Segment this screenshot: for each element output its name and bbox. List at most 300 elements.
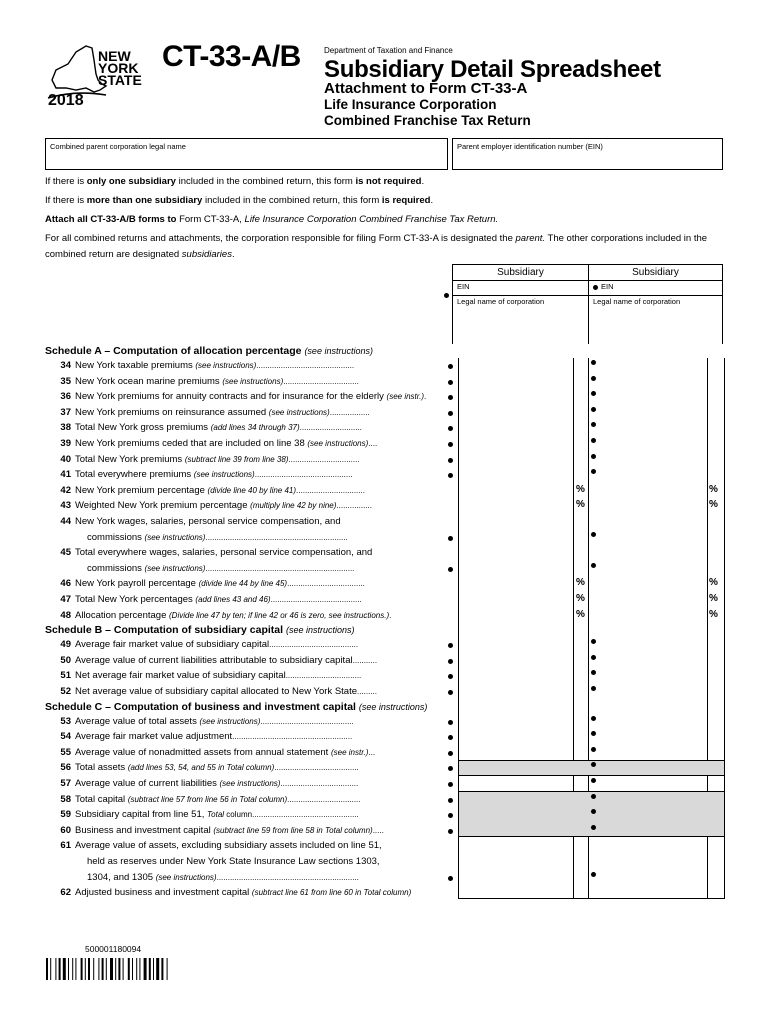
- name-label: Legal name of corporation: [457, 297, 545, 306]
- line-53: [45, 714, 354, 729]
- required-dot: [448, 876, 453, 881]
- amount-field-subsidiary-1[interactable]: [458, 608, 572, 623]
- line-note: (see instructions): [144, 563, 206, 573]
- leader-dots: column................................................: [224, 810, 359, 820]
- line-number: 58: [60, 793, 71, 805]
- amount-field-subsidiary-1[interactable]: [458, 870, 572, 885]
- amount-field-subsidiary-1[interactable]: [458, 374, 572, 389]
- line-note: (see instructions): [222, 376, 284, 386]
- required-dot: [448, 426, 453, 431]
- line-number: 38: [60, 422, 71, 434]
- line-cont: [45, 870, 359, 885]
- line-text: New York wages, salaries, personal service compensation, and: [75, 516, 341, 527]
- intro-text: .: [421, 176, 425, 187]
- barcode-bar: [115, 958, 116, 980]
- line-55: [45, 745, 375, 760]
- amount-field-subsidiary-1[interactable]: [458, 436, 572, 451]
- line-text: Net average value of subsidiary capital allocated to New York State: [75, 686, 357, 697]
- line-note: (add lines 34 through 37): [210, 423, 300, 433]
- line-text: commissions: [87, 562, 142, 574]
- subsidiary-ein-field-2[interactable]: [589, 281, 722, 296]
- percent-sign: %: [709, 577, 718, 589]
- amount-field-subsidiary-1[interactable]: [458, 561, 572, 576]
- line-text: Weighted New York premium percentage: [75, 500, 248, 512]
- barcode-bar: [118, 958, 120, 980]
- intro-text: .: [231, 249, 235, 260]
- line-text: Total New York percentages: [75, 594, 193, 605]
- line-note: (subtract line 59 from line 58 in Total column): [213, 825, 373, 835]
- line-52: [45, 684, 377, 699]
- barcode-bar: [132, 958, 133, 980]
- barcode-number: 500001180094: [85, 944, 142, 954]
- leader-dots: .........: [357, 687, 378, 696]
- line-number: 44: [60, 516, 71, 527]
- form-subtitle-2: Life Insurance Corporation: [324, 97, 497, 112]
- line-text: Total New York premiums: [75, 453, 183, 465]
- line-text: Average fair market value adjustment: [75, 731, 233, 743]
- amount-field-subsidiary-2[interactable]: [589, 452, 707, 467]
- amount-field-subsidiary-2[interactable]: [589, 870, 707, 885]
- barcode-icon: [46, 958, 196, 985]
- leader-dots: ......................................................: [232, 732, 353, 742]
- amount-field-subsidiary-1[interactable]: [458, 807, 572, 822]
- form-subtitle-1: Attachment to Form CT-33-A: [324, 80, 528, 97]
- line-note: (see instructions): [195, 361, 257, 370]
- line-note: (subtract line 39 from line 38): [184, 454, 289, 464]
- line-number: 59: [60, 809, 71, 821]
- leader-dots: ..................................: [285, 671, 362, 681]
- grid-line: [458, 898, 725, 899]
- parent-name-field[interactable]: [45, 138, 448, 170]
- line-note: (see instructions): [268, 407, 330, 417]
- intro-text: only one subsidiary: [86, 176, 176, 187]
- amount-field-subsidiary-1[interactable]: [458, 592, 572, 607]
- line-note: (see instructions): [193, 470, 255, 480]
- amount-field-subsidiary-2[interactable]: [589, 436, 707, 451]
- barcode-bar: [161, 958, 163, 980]
- amount-field-subsidiary-2[interactable]: [589, 483, 707, 498]
- amount-field-subsidiary-1[interactable]: [458, 420, 572, 435]
- leader-dots: ................................................................: [216, 872, 359, 882]
- amount-field-subsidiary-1[interactable]: [458, 405, 572, 420]
- nys-logo: [46, 40, 158, 112]
- leader-dots: ...............................: [296, 485, 365, 495]
- line-text: held as reserves under New York State Insurance Law sections 1303,: [87, 856, 380, 867]
- line-note: (see instructions): [199, 716, 261, 726]
- line-text: Allocation percentage: [75, 609, 167, 621]
- amount-field-subsidiary-1[interactable]: [458, 823, 572, 838]
- required-dot: [448, 380, 453, 385]
- line-40: [45, 452, 360, 467]
- line-text: New York premiums for annuity contracts and for insurance for the elderly: [75, 391, 384, 403]
- percent-sign: %: [709, 608, 718, 620]
- line-text: New York taxable premiums: [75, 360, 193, 371]
- intro-text: Form CT-33-A,: [176, 214, 245, 225]
- amount-field-subsidiary-1[interactable]: [458, 389, 572, 404]
- line-note: (subtract line 57 from line 56 in Total column): [127, 794, 288, 804]
- line-35: [45, 374, 359, 389]
- intro-line-4: [45, 231, 725, 263]
- line-number: 42: [60, 484, 71, 496]
- amount-field-subsidiary-2[interactable]: [589, 389, 707, 404]
- amount-field-subsidiary-1[interactable]: [458, 653, 572, 668]
- line-45: [45, 545, 372, 560]
- barcode-bar: [75, 958, 76, 980]
- form-year: 2018: [48, 92, 84, 109]
- barcode-bar: [46, 958, 48, 980]
- line-number: 55: [60, 746, 71, 758]
- line-text: Average value of total assets: [75, 715, 197, 727]
- line-58: [45, 792, 361, 807]
- barcode-bar: [128, 958, 130, 980]
- line-number: 61: [60, 840, 71, 852]
- logo-text-york: YORK: [98, 60, 139, 76]
- leader-dots: ........................................: [269, 640, 359, 650]
- line-note: (see instructions): [144, 532, 206, 542]
- line-text: Average value of current liabilities: [75, 778, 217, 789]
- schedule-title-text: Schedule C – Computation of business and investment capital: [45, 700, 356, 713]
- line-number: 46: [60, 578, 71, 590]
- line-51: [45, 668, 361, 683]
- amount-field-subsidiary-2[interactable]: [589, 745, 707, 760]
- required-dot: [448, 829, 453, 834]
- amount-field-subsidiary-2[interactable]: [589, 561, 707, 576]
- amount-field-subsidiary-2[interactable]: [589, 729, 707, 744]
- percent-sign: %: [576, 577, 585, 589]
- leader-dots: ...................................................................: [205, 563, 355, 573]
- line-text: Average value of assets, excluding subsidiary assets included on line 51,: [75, 840, 382, 852]
- line-57: [45, 776, 358, 791]
- line-note: (add lines 43 and 46): [195, 595, 271, 604]
- schedule_a-title: [45, 344, 373, 358]
- line-note: (Divide line 47 by ten; if line 42 or 46 is zero, see instructions.): [169, 610, 390, 620]
- barcode-bar: [50, 958, 51, 980]
- line-number: 45: [60, 547, 71, 559]
- line-note: (see instructions): [307, 439, 369, 448]
- barcode-bar: [63, 958, 66, 980]
- line-number: 51: [60, 670, 71, 682]
- barcode-bar: [167, 958, 168, 980]
- leader-dots: ............................................: [256, 361, 355, 370]
- amount-field-subsidiary-2[interactable]: [589, 592, 707, 607]
- line-text: Total everywhere wages, salaries, personal service compensation, and: [75, 547, 373, 559]
- intro-line-1: [45, 174, 725, 190]
- line-62: [45, 885, 411, 900]
- required-dot: [448, 364, 453, 369]
- form-subtitle-3: Combined Franchise Tax Return: [324, 113, 531, 128]
- line-61: [45, 838, 382, 853]
- line-number: 53: [60, 715, 71, 727]
- subsidiary-ein-field-1[interactable]: [453, 281, 588, 296]
- amount-field-subsidiary-2[interactable]: [589, 760, 707, 775]
- percent-sign: %: [709, 593, 718, 604]
- amount-field-subsidiary-1[interactable]: [458, 729, 572, 744]
- line-number: 40: [60, 453, 71, 465]
- line-47: [45, 592, 362, 607]
- amount-field-subsidiary-2[interactable]: [589, 653, 707, 668]
- barcode-bar: [55, 958, 56, 980]
- amount-field-subsidiary-2[interactable]: [589, 498, 707, 513]
- barcode-bar: [88, 958, 90, 980]
- line-number: 43: [60, 500, 71, 512]
- line-text: Average value of nonadmitted assets from annual statement: [75, 746, 329, 758]
- leader-dots: ...........: [352, 655, 378, 665]
- leader-dots: ...................................: [287, 579, 365, 589]
- line-text: New York premium percentage: [75, 484, 205, 496]
- intro-text: If there is: [45, 176, 87, 187]
- line-text: Average fair market value of subsidiary capital: [75, 639, 270, 651]
- department-name: Department of Taxation and Finance: [324, 46, 453, 55]
- line-number: 35: [60, 375, 71, 387]
- amount-field-subsidiary-2[interactable]: [589, 467, 707, 482]
- intro-text: included in the combined return, this form: [175, 176, 356, 187]
- amount-field-subsidiary-1[interactable]: [458, 358, 572, 373]
- required-dot: [448, 813, 453, 818]
- line-text: Subsidiary capital from line 51,: [75, 809, 208, 821]
- required-dot: [448, 782, 453, 787]
- amount-field-subsidiary-1[interactable]: [458, 467, 572, 482]
- line-text: Average value of current liabilities attributable to subsidiary capital: [75, 654, 353, 666]
- line-number: 62: [60, 887, 71, 899]
- subsidiary-name-field-2[interactable]: [589, 296, 722, 308]
- line-number: 52: [60, 686, 71, 697]
- required-dot: [448, 674, 453, 679]
- amount-field-subsidiary-2[interactable]: [589, 714, 707, 729]
- line-number: 54: [60, 731, 71, 743]
- line-note: (see instructions): [219, 779, 281, 788]
- line-cont: [45, 561, 354, 576]
- amount-field-subsidiary-1[interactable]: [458, 637, 572, 652]
- amount-field-subsidiary-1[interactable]: [458, 483, 572, 498]
- leader-dots: ................................................................: [205, 532, 348, 542]
- amount-field-subsidiary-2[interactable]: [589, 776, 707, 791]
- barcode-bar: [102, 958, 104, 980]
- line-text: Total capital: [75, 793, 126, 805]
- line-number: 39: [60, 438, 71, 449]
- percent-sign: %: [709, 483, 718, 495]
- intro-text: more than one subsidiary: [86, 195, 203, 206]
- line-note: (divide line 44 by line 45): [198, 579, 288, 589]
- logo-text-new: NEW: [98, 48, 131, 64]
- logo-text-state: STATE: [98, 72, 142, 88]
- subsidiary-column-2: [588, 264, 723, 344]
- line-text: 1304, and 1305: [87, 871, 154, 883]
- required-dot: [448, 643, 453, 648]
- leader-dots: ..................................: [283, 376, 359, 386]
- barcode-bar: [144, 958, 147, 980]
- line-37: [45, 405, 370, 420]
- leader-dots: .: [424, 392, 427, 402]
- line-cont: [45, 530, 348, 545]
- amount-field-subsidiary-2[interactable]: [589, 374, 707, 389]
- line-41: [45, 467, 353, 482]
- amount-field-subsidiary-1[interactable]: [458, 452, 572, 467]
- barcode-bar: [106, 958, 107, 980]
- line-text: New York ocean marine premiums: [75, 375, 220, 387]
- line-text: New York premiums ceded that are included on line 38: [75, 438, 305, 449]
- leader-dots: ............................: [299, 423, 362, 433]
- required-dot: [448, 798, 453, 803]
- amount-field-subsidiary-2[interactable]: [589, 823, 707, 838]
- line-number: 48: [60, 609, 71, 621]
- line-48: [45, 608, 391, 623]
- amount-field-subsidiary-2[interactable]: [589, 420, 707, 435]
- form-id: CT-33-A/B: [162, 40, 301, 73]
- intro-text: subsidiaries: [181, 249, 232, 260]
- barcode-bar: [153, 958, 154, 980]
- line-50: [45, 653, 377, 668]
- barcode-bar: [68, 958, 69, 980]
- schedule-title-text: Schedule B – Computation of subsidiary capital: [45, 624, 284, 637]
- line-44: [45, 514, 341, 529]
- line-49: [45, 637, 358, 652]
- amount-field-subsidiary-1[interactable]: [458, 498, 572, 513]
- line-number: 37: [60, 406, 71, 418]
- line-46: [45, 576, 365, 591]
- barcode-bar: [93, 958, 94, 980]
- name-label: Legal name of corporation: [593, 297, 681, 306]
- leader-dots: .....: [372, 825, 384, 835]
- line-54: [45, 729, 352, 744]
- line-text: Total assets: [75, 762, 126, 774]
- required-dot: [448, 458, 453, 463]
- required-dot: [448, 411, 453, 416]
- amount-field-subsidiary-2[interactable]: [589, 576, 707, 591]
- amount-field-subsidiary-2[interactable]: [589, 668, 707, 683]
- subsidiary-heading-1: Subsidiary: [453, 265, 588, 281]
- barcode-bar: [123, 958, 124, 980]
- required-dot: [448, 766, 453, 771]
- barcode-bar: [139, 958, 140, 980]
- line-note: (multiply line 42 by nine): [250, 501, 337, 511]
- intro-text: is not required: [355, 176, 422, 187]
- barcode-bar: [156, 958, 159, 980]
- leader-dots: .................................: [287, 794, 361, 804]
- amount-field-subsidiary-1[interactable]: [458, 792, 572, 807]
- line-34: [45, 358, 354, 373]
- parent-name-label: Combined parent corporation legal name: [50, 142, 186, 151]
- line-note: (see instructions): [155, 872, 217, 882]
- subsidiary-name-field-1[interactable]: [453, 296, 588, 308]
- line-text: Total New York gross premiums: [75, 422, 209, 434]
- intro-text: The other corporations included in the combined return are designated: [45, 233, 708, 260]
- amount-field-subsidiary-2[interactable]: [589, 792, 707, 807]
- amount-field-subsidiary-2[interactable]: [589, 405, 707, 420]
- intro-text: For all combined returns and attachments, the corporation responsible for filing Form CT-33-A is designated the: [45, 233, 516, 244]
- line-note: (see instr.): [386, 392, 425, 402]
- required-dot: [448, 735, 453, 740]
- schedule-title-text: Schedule A – Computation of allocation percentage: [45, 345, 302, 357]
- line-59: [45, 807, 359, 822]
- amount-field-subsidiary-1[interactable]: [458, 530, 572, 545]
- amount-field-subsidiary-1[interactable]: [458, 745, 572, 760]
- line-number: 57: [60, 778, 71, 789]
- line-42: [45, 483, 365, 498]
- barcode-bar: [81, 958, 83, 980]
- amount-field-subsidiary-2[interactable]: [589, 530, 707, 545]
- percent-sign: %: [576, 483, 585, 495]
- intro-text: .: [430, 195, 434, 206]
- form-title: Subsidiary Detail Spreadsheet: [324, 56, 661, 83]
- line-60: [45, 823, 384, 838]
- amount-field-subsidiary-2[interactable]: [589, 807, 707, 822]
- parent-ein-field[interactable]: [452, 138, 723, 170]
- line-text: Total everywhere premiums: [75, 469, 192, 481]
- schedule-note: (see instructions): [304, 346, 373, 356]
- line-number: 60: [60, 824, 71, 836]
- line-number: 34: [60, 360, 71, 371]
- amount-field-subsidiary-1[interactable]: [458, 776, 572, 791]
- line-text: Adjusted business and investment capital: [75, 887, 250, 899]
- required-dot: [448, 395, 453, 400]
- leader-dots: ..........................................: [260, 716, 354, 726]
- intro-line-3: [45, 212, 725, 228]
- barcode-bar: [136, 958, 137, 980]
- amount-field-subsidiary-2[interactable]: [589, 684, 707, 699]
- amount-field-subsidiary-1[interactable]: [458, 684, 572, 699]
- line-number: 49: [60, 639, 71, 651]
- amount-field-subsidiary-1[interactable]: [458, 714, 572, 729]
- line-36: [45, 389, 426, 404]
- amount-field-subsidiary-1[interactable]: [458, 668, 572, 683]
- leader-dots: ..................: [329, 407, 370, 417]
- leader-dots: ...: [368, 747, 376, 757]
- amount-field-subsidiary-1[interactable]: [458, 576, 572, 591]
- leader-dots: ......................................: [274, 763, 359, 773]
- amount-field-subsidiary-2[interactable]: [589, 358, 707, 373]
- line-note: (add lines 53, 54, and 55 in Total column): [127, 763, 275, 773]
- amount-field-subsidiary-1[interactable]: [458, 760, 572, 775]
- required-dot: [448, 442, 453, 447]
- percent-sign: %: [576, 499, 585, 511]
- percent-sign: %: [709, 499, 718, 511]
- barcode-bar: [149, 958, 151, 980]
- required-dot: [448, 536, 453, 541]
- ein-label: EIN: [601, 282, 614, 291]
- leader-dots: ............................................: [254, 470, 353, 480]
- barcode-bar: [59, 958, 61, 980]
- leader-dots: ................: [336, 501, 372, 511]
- required-dot: [448, 659, 453, 664]
- line-number: 50: [60, 654, 71, 666]
- line-note: Total: [207, 810, 225, 820]
- subsidiary-heading-2: Subsidiary: [589, 265, 722, 281]
- line-text: Business and investment capital: [75, 824, 211, 836]
- intro-text: Life Insurance Corporation Combined Franchise Tax Return.: [244, 214, 499, 225]
- amount-field-subsidiary-2[interactable]: [589, 637, 707, 652]
- line-56: [45, 760, 359, 775]
- leader-dots: .........................................: [270, 595, 362, 604]
- leader-dots: ................................: [288, 454, 360, 464]
- intro-text: included in the combined return, this form: [202, 195, 382, 206]
- barcode-bar: [110, 958, 113, 980]
- intro-text: parent.: [515, 233, 546, 244]
- line-number: 41: [60, 469, 71, 481]
- line-note: (see instr.): [330, 747, 369, 757]
- line-39: [45, 436, 377, 451]
- schedule-note: (see instructions): [358, 701, 428, 712]
- intro-text: is required: [381, 195, 431, 206]
- ein-label: EIN: [457, 282, 470, 291]
- subsidiary-column-1: [452, 264, 588, 344]
- line-note: (subtract line 61 from line 60 in Total column): [251, 888, 412, 898]
- required-dot: [448, 567, 453, 572]
- amount-field-subsidiary-2[interactable]: [589, 608, 707, 623]
- percent-sign: %: [576, 593, 585, 604]
- leader-dots: ....: [368, 439, 378, 448]
- barcode-bar: [85, 958, 86, 980]
- required-dot: [448, 473, 453, 478]
